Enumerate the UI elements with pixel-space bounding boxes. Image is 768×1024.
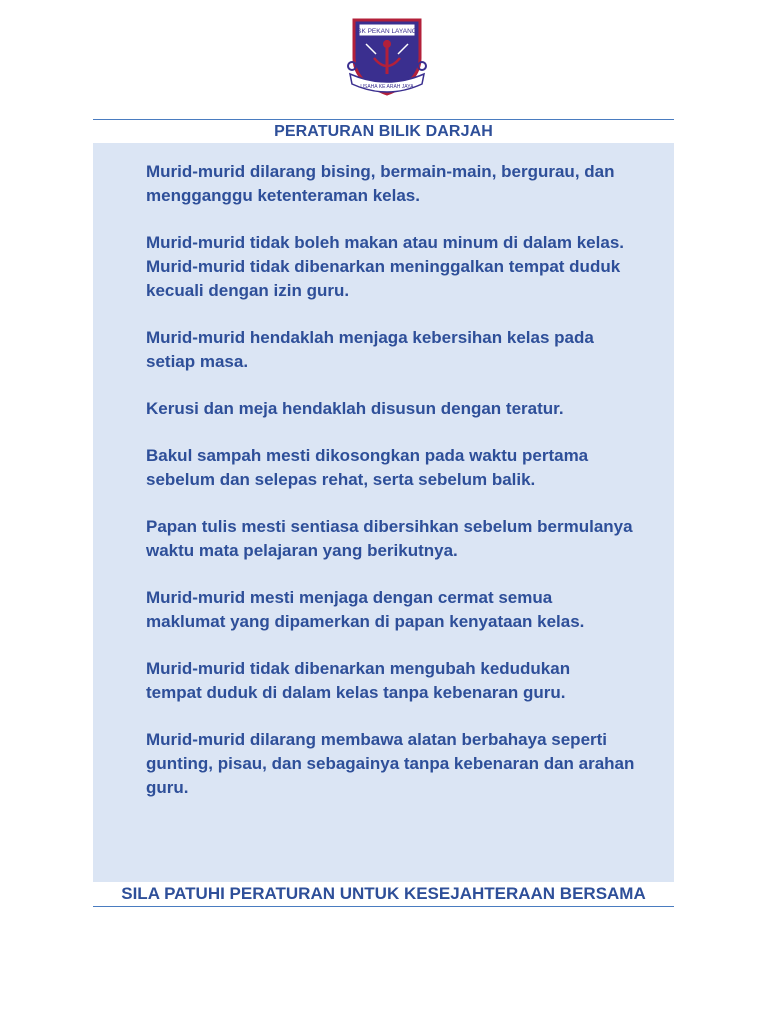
rule-item (146, 657, 670, 705)
rule-line: sebelum dan selepas rehat, serta sebelum balik. (146, 470, 536, 489)
rule-line: Murid-murid dilarang membawa alatan berbahaya seperti (146, 730, 608, 749)
rule-line: maklumat yang dipamerkan di papan kenyataan kelas. (146, 612, 585, 631)
rule-line: gunting, pisau, dan sebagainya tanpa kebenaran dan arahan (146, 754, 635, 773)
rule-line: Murid-murid tidak boleh makan atau minum di dalam kelas. (146, 233, 624, 252)
rule-line: Bakul sampah mesti dikosongkan pada waktu pertama (146, 446, 589, 465)
rule-line: Murid-murid hendaklah menjaga kebersihan kelas pada (146, 328, 594, 347)
rules-list (146, 160, 670, 823)
school-crest-logo (346, 14, 428, 100)
rule-line: mengganggu ketenteraman kelas. (146, 186, 420, 205)
rule-line: setiap masa. (146, 352, 249, 371)
rule-item (146, 231, 670, 303)
rule-line: waktu mata pelajaran yang berikutnya. (146, 541, 458, 560)
rule-item (146, 586, 670, 634)
rule-line: kecuali dengan izin guru. (146, 281, 350, 300)
crest-text-bottom: USAHA KE ARAH JAYA (360, 84, 414, 90)
rule-line: Murid-murid dilarang bising, bermain-main, bergurau, dan (146, 162, 615, 181)
rule-line: Kerusi dan meja hendaklah disusun dengan teratur. (146, 399, 564, 418)
rule-item (146, 326, 670, 374)
rule-item (146, 160, 670, 208)
crest-text-top: SK PEKAN LAYANG (357, 28, 417, 35)
rule-item (146, 444, 670, 492)
rule-line: Murid-murid tidak dibenarkan meninggalkan tempat duduk (146, 257, 621, 276)
rule-line: Murid-murid mesti menjaga dengan cermat semua (146, 588, 553, 607)
rule-line: tempat duduk di dalam kelas tanpa kebenaran guru. (146, 683, 566, 702)
rule-item (146, 728, 670, 800)
rule-line: Murid-murid tidak dibenarkan mengubah kedudukan (146, 659, 571, 678)
page-title: PERATURAN BILIK DARJAH (93, 119, 674, 144)
rule-item (146, 397, 670, 421)
rule-line: Papan tulis mesti sentiasa dibersihkan sebelum bermulanya (146, 517, 633, 536)
rule-item (146, 515, 670, 563)
rule-line: guru. (146, 778, 189, 797)
footer-notice: SILA PATUHI PERATURAN UNTUK KESEJAHTERAAN BERSAMA (93, 882, 674, 907)
